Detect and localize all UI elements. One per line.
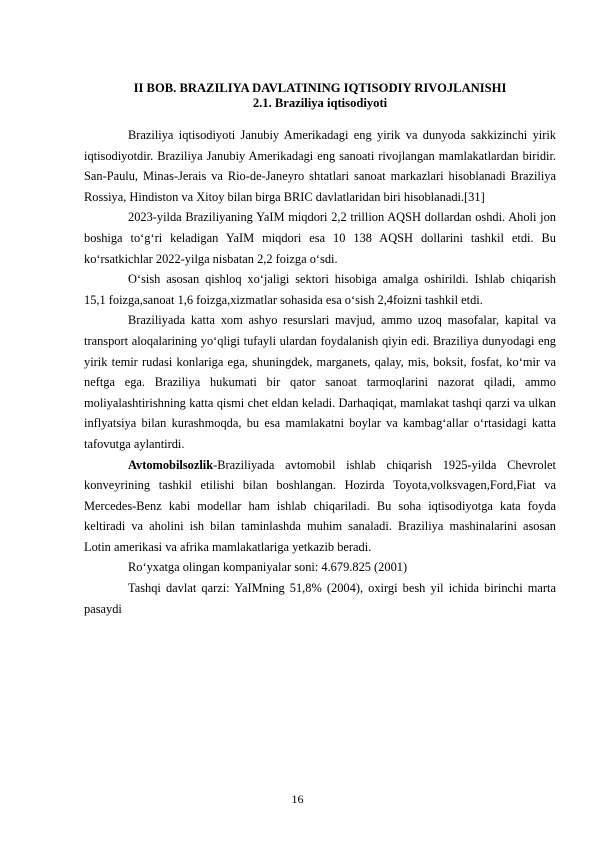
paragraph-gdp-2023: 2023-yilda Braziliyaning YaIM miqdori 2,2 trillion AQSH dollardan oshdi. Aholi jon boshiga to‘g‘ri keladigan YaIM miqdori esa 10 138 AQSH dollarini tashkil etdi. Bu ko‘rsatkichlar 2022-yilga nisbatan 2,2 foizga o‘sdi. [84, 210, 556, 266]
paragraph-resources: Braziliyada katta xom ashyo resurslari mavjud, ammo uzoq masofalar, kapital va transport aloqalarining yo‘qligi tufayli ulardan foydalanish qiyin edi. Braziliya dunyodagi eng yirik temir rudasi konlariga ega, shuningdek, marganets, qalay, mis, boksit, fosfat, ko‘mir va neftga ega. Braziliya hukumati bir qator sanoat tarmoqlarini nazorat qiladi, ammo moliyalashtirishning katta qismi chet eldan keladi. Darhaqiqat, mamlakat tashqi qarzi va ulkan inflyatsiya bilan kurashmoqda, bu esa mamlakatni boylar va kambag‘allar o‘rtasidagi katta tafovutga aylantirdi. [84, 313, 556, 451]
page-number: 16 [291, 792, 304, 806]
paragraph-growth-sectors: O‘sish asosan qishloq xo‘jaligi sektori hisobiga amalga oshirildi. Ishlab chiqarish 15,1 foizga,sanoat 1,6 foizga,xizmatlar sohasida esa o‘sish 2,4foizni tashkil etdi. [84, 272, 556, 307]
paragraph-automotive [84, 455, 556, 558]
term-automotive: Avtomobilsozlik [128, 457, 214, 472]
paragraph-external-debt: Tashqi davlat qarzi: YaIMning 51,8% (2004), oxirgi besh yil ichida birinchi marta pasaydi [84, 581, 556, 616]
document-page [84, 0, 556, 619]
section-heading: 2.1. Braziliya iqtisodiyoti [252, 96, 388, 110]
paragraph-companies-count: Ro‘yxatga olingan kompaniyalar soni: 4.679.825 (2001) [128, 560, 408, 575]
paragraph-economy-overview: Braziliya iqtisodiyoti Janubiy Amerikadagi eng yirik va dunyoda sakkizinchi yirik iqtisodiyotdir. Braziliya Janubiy Amerikadagi eng sanoati rivojlangan mamlakatlardan biridir. San-Paulu, Minas-Jerais va Rio-de-Janeyro shtatlari sanoat markazlari hisoblanadi Braziliya Rossiya, Hindiston va Xitoy bilan birga BRIC davlatlaridan biri hisoblanadi.[31] [84, 128, 556, 204]
chapter-heading: II BOB. BRAZILIYA DAVLATINING IQTISODIY RIVOJLANISHI [133, 81, 507, 95]
automotive-text: -Braziliyada avtomobil ishlab chiqarish 1925-yilda Chevrolet konveyrining tashkil etilishi bilan boshlangan. Hozirda Toyota,volksvagen,Ford,Fiat va Mercedes-Benz kabi modellar ham ishlab chiqariladi. Bu soha iqtisodiyotga kata foyda keltiradi va aholini ish bilan taminlashda muhim sanaladi. Braziliya mashinalarini asosan Lotin amerikasi va afrika mamlakatlariga yetkazib beradi. [84, 457, 556, 554]
